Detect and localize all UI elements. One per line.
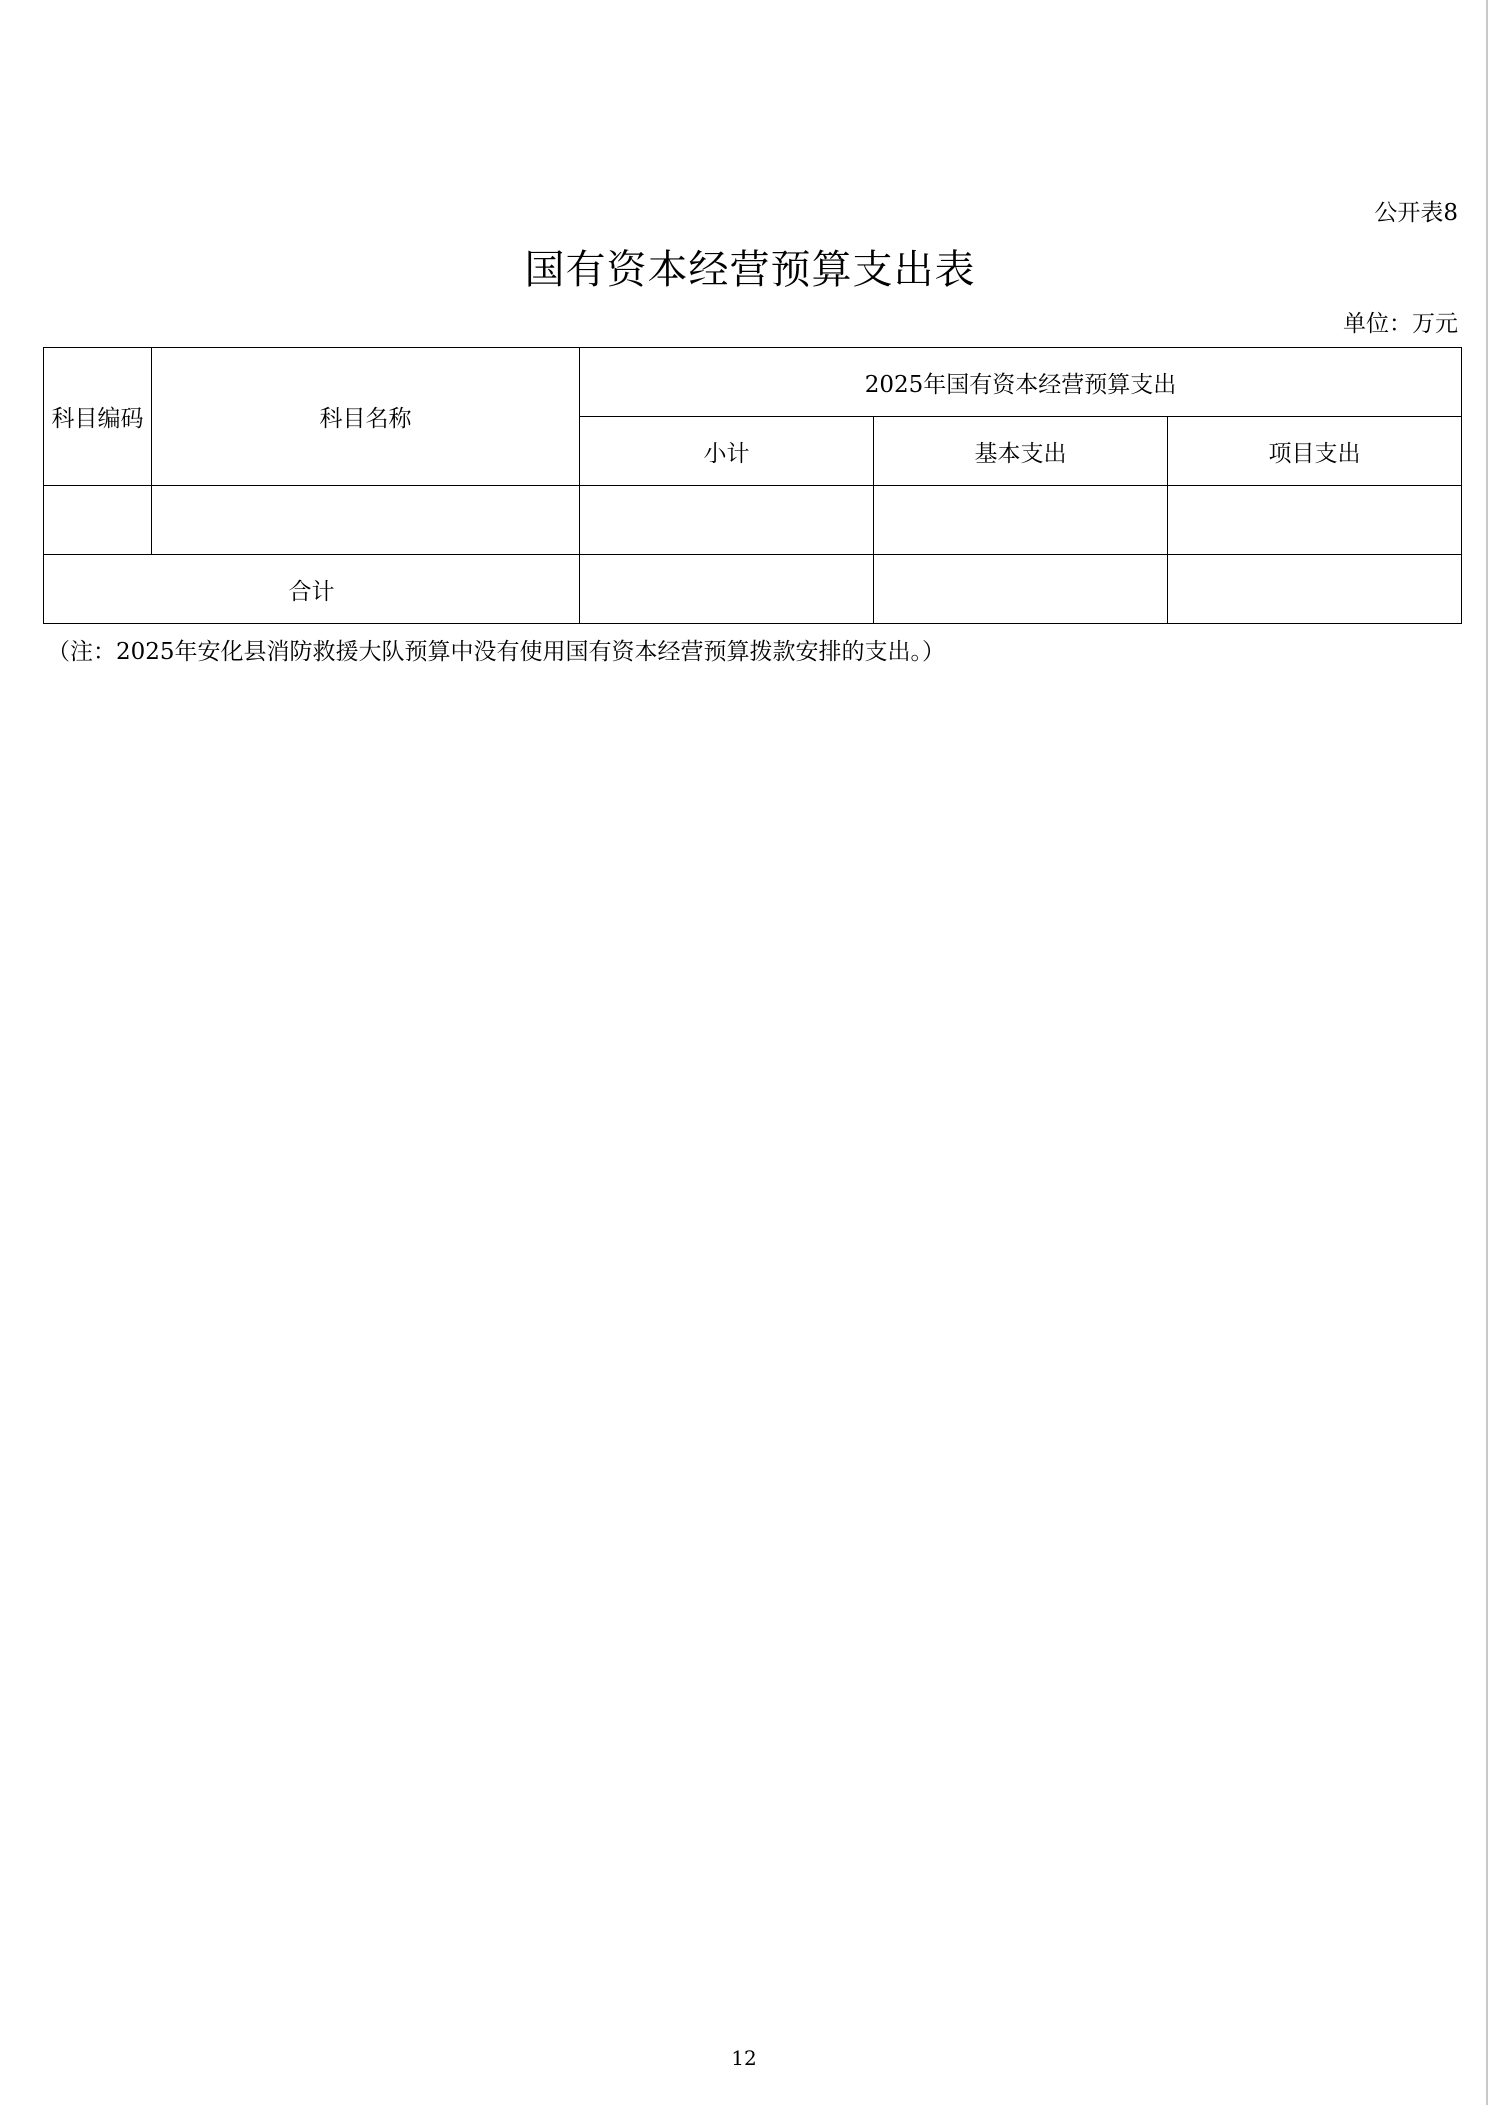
total-subtotal <box>580 555 874 624</box>
header-project: 项目支出 <box>1168 417 1462 486</box>
form-number: 公开表8 <box>1374 200 1458 226</box>
total-project <box>1168 555 1462 624</box>
page-number: 12 <box>731 2046 757 2070</box>
budget-table <box>43 347 1462 624</box>
cell-project <box>1168 486 1462 555</box>
footnote: （注：2025年安化县消防救援大队预算中没有使用国有资本经营预算拨款安排的支出。） <box>47 639 946 665</box>
cell-code <box>44 486 152 555</box>
table-row <box>44 486 1462 555</box>
header-row-1 <box>44 348 1462 417</box>
header-name: 科目名称 <box>152 348 580 486</box>
header-basic: 基本支出 <box>874 417 1168 486</box>
cell-subtotal <box>580 486 874 555</box>
header-group: 2025年国有资本经营预算支出 <box>580 348 1462 417</box>
header-code: 科目编码 <box>44 348 152 486</box>
page-title: 国有资本经营预算支出表 <box>524 247 976 293</box>
total-row <box>44 555 1462 624</box>
total-basic <box>874 555 1168 624</box>
header-subtotal: 小计 <box>580 417 874 486</box>
total-label: 合计 <box>44 555 580 624</box>
unit-label: 单位：万元 <box>1343 311 1458 337</box>
cell-basic <box>874 486 1168 555</box>
cell-name <box>152 486 580 555</box>
